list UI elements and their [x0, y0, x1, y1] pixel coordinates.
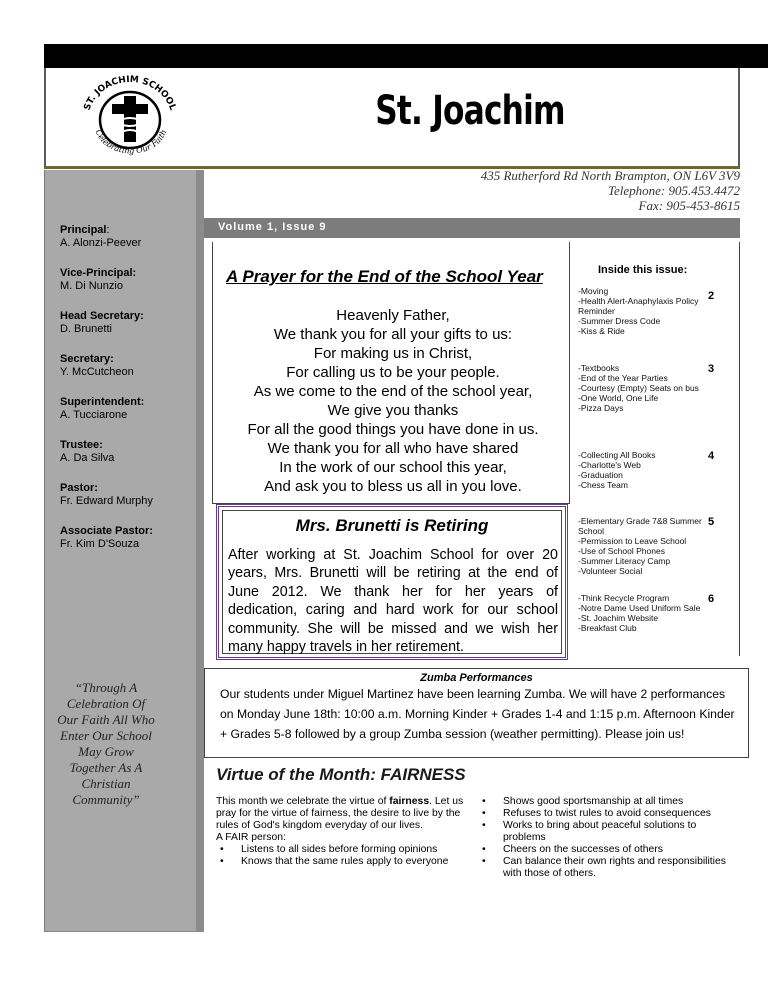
- issue-item: -Moving: [578, 286, 609, 296]
- zumba-body: Our students under Miguel Martinez have been learning Zumba. We will have 2 performances on Monday June 18th: 10:00 a.m. Morning Kinder + Grades 1-4 and 1:15 p.m. Afternoon Kinder + Grades 5-8 followed by a group Zumba session (weather permitting). Please join us!: [220, 687, 735, 741]
- staff-entry: [60, 482, 200, 508]
- issue-page-number: 5: [708, 516, 715, 528]
- list-item: • Listens to all sides before forming opinions: [216, 844, 466, 856]
- staff-entry: [60, 224, 200, 250]
- staff-role: Pastor:: [60, 482, 98, 494]
- school-address: [481, 168, 740, 213]
- virtue-left-bullets: [216, 844, 466, 868]
- issue-item: -Charlotte's Web: [578, 460, 641, 470]
- logo-text-bottom: Celebrating Our Faith: [93, 128, 169, 156]
- list-item: • Knows that the same rules apply to everyone: [216, 856, 466, 868]
- issue-item: -St. Joachim Website: [578, 613, 659, 623]
- staff-name: Fr. Kim D'Souza: [60, 538, 140, 550]
- issue-item: -Health Alert-Anaphylaxis Policy Reminder: [578, 296, 699, 316]
- logo-text-top: ST. JOACHIM SCHOOL: [82, 74, 178, 112]
- prayer-line: Heavenly Father,: [336, 307, 450, 324]
- virtue-intro-text: This month we celebrate the virtue of: [216, 796, 390, 807]
- staff-role: Principal: [60, 224, 107, 236]
- issue-item: -One World, One Life: [578, 393, 659, 403]
- staff-name: A. Da Silva: [60, 452, 115, 464]
- issue-page-number: 2: [708, 290, 715, 302]
- issue-group-page-3: [578, 363, 708, 413]
- issue-item: -Notre Dame Used Uniform Sale: [578, 603, 701, 613]
- virtue-heading: Virtue of the Month: FAIRNESS: [216, 765, 466, 784]
- staff-name: Y. McCutcheon: [60, 366, 134, 378]
- prayer-line: We thank you for all your gifts to us:: [273, 326, 513, 343]
- issue-item: -End of the Year Parties: [578, 373, 668, 383]
- issue-item: -Kiss & Ride: [578, 326, 625, 336]
- header-top-band: [44, 44, 768, 68]
- virtue-person-label: A FAIR person:: [216, 832, 286, 843]
- staff-name: A. Alonzi-Peever: [60, 237, 142, 249]
- issue-item: -Volunteer Social: [578, 566, 643, 576]
- staff-role: Head Secretary:: [60, 310, 144, 322]
- issue-page-number: 3: [708, 363, 715, 375]
- staff-name: Fr. Edward Murphy: [60, 495, 153, 507]
- virtue-intro-text: . Let us pray for the virtue of fairness, the desire to live by the rules of God's kingdom everyday of our lives.: [216, 796, 464, 831]
- staff-entry: [60, 525, 200, 551]
- zumba-heading: Zumba Performances: [420, 672, 533, 684]
- staff-role: Trustee:: [60, 439, 103, 451]
- virtue-intro: [216, 796, 466, 832]
- retiring-body: After working at St. Joachim School for over 20 years, Mrs. Brunetti will be retiring at the end of June 2012. We thank her for her years of dedication, caring and hard work for our school community. She will be missed and we wish her many happy travels in her retirement.: [228, 547, 558, 656]
- issue-item: -Permission to Leave School: [578, 536, 687, 546]
- staff-role: Superintendent:: [60, 396, 145, 408]
- retiring-heading: Mrs. Brunetti is Retiring: [295, 516, 489, 535]
- staff-role: Associate Pastor:: [60, 525, 153, 537]
- prayer-text: [218, 306, 568, 496]
- list-item: • Cheers on the successes of others: [478, 844, 740, 856]
- address-line: 435 Rutherford Rd North Brampton, ON L6V 3V9: [480, 168, 740, 183]
- telephone-line: Telephone: 905.453.4472: [607, 183, 740, 198]
- virtue-right-column: [478, 796, 740, 880]
- prayer-heading: A Prayer for the End of the School Year: [226, 267, 543, 286]
- issue-group-page-6: [578, 593, 708, 633]
- school-motto-quote: “Through A Celebration Of Our Faith All Who Enter Our School May Grow Together As A Christian Community”: [57, 680, 155, 807]
- prayer-line: We thank you for all who have shared: [267, 440, 519, 457]
- prayer-line: And ask you to bless us all in you love.: [264, 478, 522, 495]
- staff-role: Vice-Principal:: [60, 267, 137, 279]
- issue-item: -Graduation: [578, 470, 623, 480]
- staff-list: [60, 224, 200, 568]
- issue-item: -Breakfast Club: [578, 623, 637, 633]
- staff-role: Secretary:: [60, 353, 114, 365]
- list-item: • Works to bring about peaceful solutions to problems: [478, 820, 740, 844]
- newsletter-title: St. Joachim: [375, 88, 565, 134]
- issue-item: -Courtesy (Empty) Seats on bus: [578, 383, 699, 393]
- issue-group-page-5: [578, 516, 708, 576]
- issue-item: -Summer Dress Code: [578, 316, 661, 326]
- school-logo: [66, 74, 194, 162]
- issue-page-number: 4: [708, 450, 715, 462]
- issue-item: -Collecting All Books: [578, 450, 656, 460]
- staff-role-suffix: :: [106, 224, 110, 236]
- staff-entry: [60, 267, 200, 293]
- prayer-line: For calling us to be your people.: [286, 364, 500, 381]
- prayer-line: For making us in Christ,: [313, 345, 473, 362]
- prayer-line: As we come to the end of the school year,: [253, 383, 533, 400]
- issue-item: -Summer Literacy Camp: [578, 556, 671, 566]
- issue-item: -Textbooks: [578, 363, 620, 373]
- list-item: • Can balance their own rights and responsibilities with those of others.: [478, 856, 740, 880]
- prayer-line: For all the good things you have done in us.: [247, 421, 539, 438]
- staff-entry: [60, 396, 200, 422]
- staff-entry: [60, 353, 200, 379]
- staff-name: D. Brunetti: [60, 323, 112, 335]
- prayer-line: We give you thanks: [327, 402, 459, 419]
- prayer-line: In the work of our school this year,: [279, 459, 507, 476]
- volume-issue-bar: Volume 1, Issue 9: [204, 218, 740, 238]
- list-item: • Refuses to twist rules to avoid consequences: [478, 808, 740, 820]
- issue-item: -Think Recycle Program: [578, 593, 670, 603]
- issue-item: -Use of School Phones: [578, 546, 665, 556]
- issue-page-number: 6: [708, 593, 715, 605]
- virtue-intro-bold: fairness: [389, 796, 430, 807]
- staff-entry: [60, 439, 200, 465]
- issue-item: -Chess Team: [578, 480, 628, 490]
- issue-group-page-4: [578, 450, 708, 490]
- list-item: • Shows good sportsmanship at all times: [478, 796, 740, 808]
- virtue-right-bullets: [478, 796, 740, 880]
- virtue-left-column: [216, 796, 466, 868]
- staff-entry: [60, 310, 200, 336]
- fax-line: Fax: 905-453-8615: [638, 198, 740, 213]
- issue-item: -Pizza Days: [578, 403, 624, 413]
- inside-issue-heading: Inside this issue:: [598, 264, 688, 276]
- staff-name: A. Tucciarone: [60, 409, 128, 421]
- issue-item: -Elementary Grade 7&8 Summer School: [578, 516, 702, 536]
- staff-name: M. Di Nunzio: [60, 280, 123, 292]
- issue-group-page-2: [578, 286, 708, 336]
